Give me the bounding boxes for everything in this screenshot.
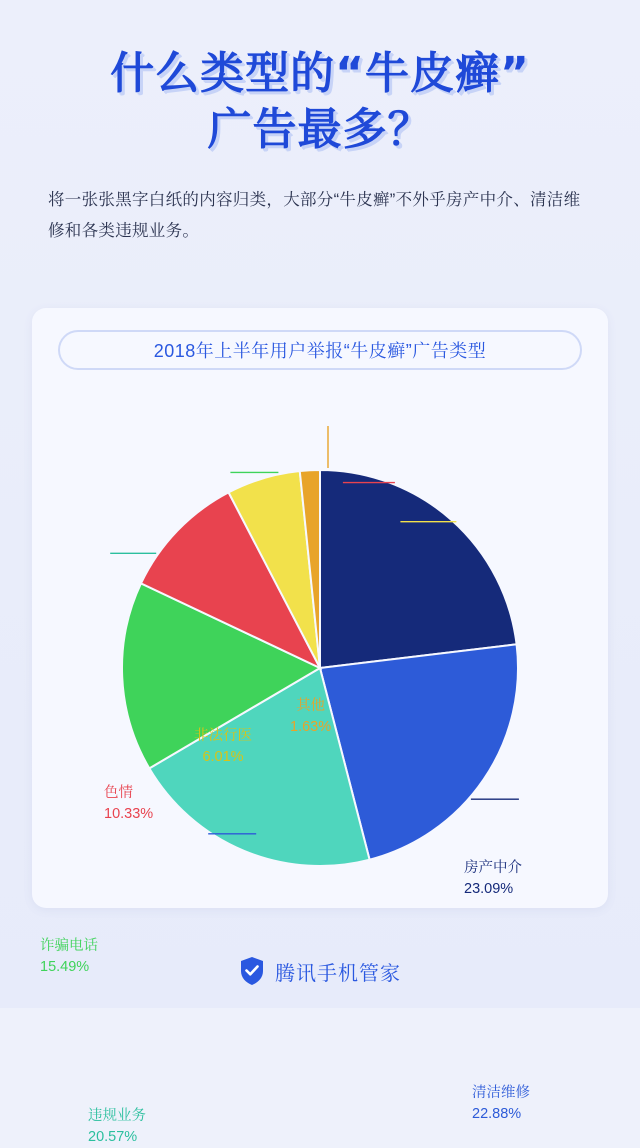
pie-label-1-name: 清洁维修 (472, 1085, 530, 1101)
pie-label-5-name: 非法行医 (194, 728, 252, 744)
title-line-2: 广告最多？ (207, 104, 433, 156)
page-title (0, 0, 640, 159)
pie-label-4 (104, 783, 153, 825)
pie-svg (32, 378, 608, 908)
pie-label-0-value: 23.09% (464, 881, 514, 898)
pie-label-2-value: 20.57% (88, 1129, 138, 1146)
pie-label-1-value: 22.88% (472, 1106, 522, 1123)
shield-check-icon (239, 956, 265, 986)
pie-label-2 (88, 1106, 146, 1148)
pie-label-5 (194, 726, 252, 768)
chart-title: 2018年上半年用户举报“牛皮癣”广告类型 (153, 341, 487, 361)
pie-label-3-name: 诈骗电话 (40, 938, 98, 954)
pie-label-2-name: 违规业务 (88, 1108, 146, 1124)
pie-label-4-name: 色情 (104, 785, 133, 801)
chart-title-pill (58, 330, 582, 370)
pie-label-6-value: 1.63% (290, 719, 332, 736)
footer-brand-text: 腾讯手机管家 (275, 962, 401, 985)
pie-slice-0[interactable] (320, 470, 517, 668)
pie-label-3-value: 15.49% (40, 959, 90, 976)
pie-label-4-value: 10.33% (104, 806, 154, 823)
pie-label-0-name: 房产中介 (464, 860, 522, 876)
pie-label-1 (472, 1083, 530, 1125)
pie-label-5-value: 6.01% (202, 749, 244, 766)
pie-label-0 (464, 858, 522, 900)
title-line-1: 什么类型的“牛皮癣” (110, 48, 530, 99)
pie-label-6 (290, 696, 331, 738)
intro-paragraph: 将一张张黑字白纸的内容归类，大部分“牛皮癣”不外乎房产中介、清洁维修和各类违规业务。 (48, 190, 581, 240)
pie-label-6-name: 其他 (296, 698, 326, 714)
footer-brand (0, 956, 640, 986)
pie-slices (110, 426, 519, 866)
